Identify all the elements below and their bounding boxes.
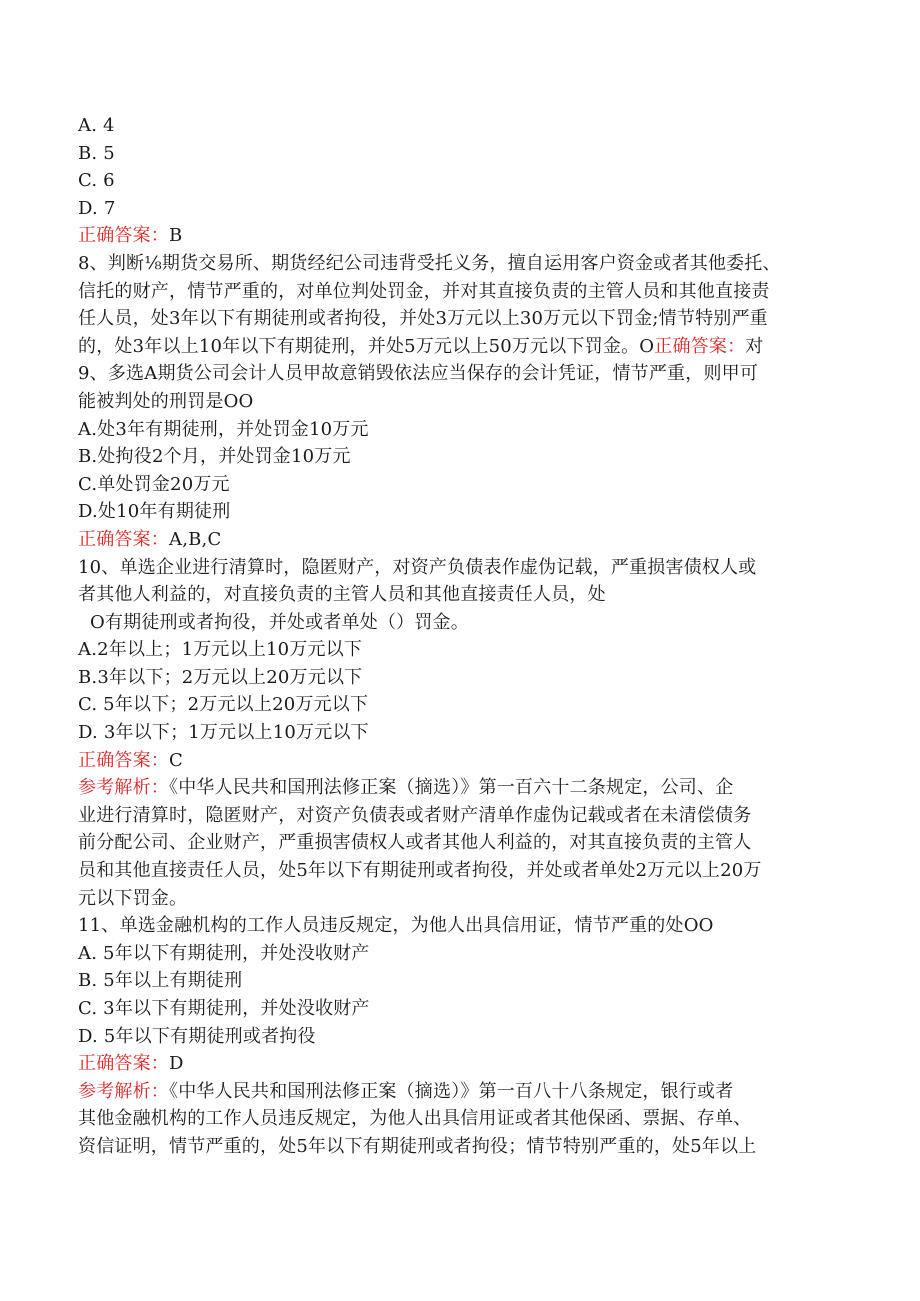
question-9-answer xyxy=(78,526,840,554)
question-10-line: 者其他人利益的，对直接负责的主管人员和其他直接责任人员，处 xyxy=(78,584,606,606)
question-10 xyxy=(78,554,840,913)
option-c: C.单处罚金20万元 xyxy=(78,473,230,495)
question-8-line-text: 的，处3年以上10年以下有期徒刑，并处5万元以上50万元以下罚金。O xyxy=(78,335,655,357)
question-7-options xyxy=(78,112,840,222)
answer-label: 正确答案： xyxy=(654,335,746,357)
analysis-label: 参考解析： xyxy=(78,1080,169,1102)
question-10-indent-line: O有期徒刑或者拘役，并处或者单处（）罚金。 xyxy=(90,611,469,633)
question-11 xyxy=(78,912,840,1160)
option-a: A.处3年有期徒刑，并处罚金10万元 xyxy=(78,418,369,440)
option-d: D. 3年以下；1万元以上10万元以下 xyxy=(78,722,369,744)
question-10-analysis-first xyxy=(78,774,840,802)
option-c: C. 6 xyxy=(78,170,115,192)
analysis-text: 《中华人民共和国刑法修正案（摘选）》第一百八十八条规定，银行或者 xyxy=(169,1080,734,1102)
question-11-answer xyxy=(78,1050,840,1078)
answer-label: 正确答案： xyxy=(78,1053,169,1075)
analysis-line: 员和其他直接责任人员，处5年以下有期徒刑或者拘役，并处或者单处2万元以上20万 xyxy=(78,860,762,882)
option-c: C. 3年以下有期徒刑，并处没收财产 xyxy=(78,998,370,1019)
answer-label: 正确答案： xyxy=(78,528,169,550)
question-9 xyxy=(78,360,840,553)
question-9-line: 能被判处的刑罚是OO xyxy=(78,390,254,412)
question-11-line: 11、单选金融机构的工作人员违反规定，为他人出具信用证，情节严重的处OO xyxy=(78,915,714,937)
option-b: B.3年以下；2万元以上20万元以下 xyxy=(78,666,363,688)
option-b: B. 5 xyxy=(78,142,115,164)
answer-value: D xyxy=(169,1053,184,1075)
option-a: A. 5年以下有期徒刑，并处没收财产 xyxy=(78,942,370,964)
answer-value: B xyxy=(169,225,183,247)
question-8-line: 信托的财产，情节严重的，对单位判处罚金，并对其直接负责的主管人员和其他直接责 xyxy=(78,280,770,302)
question-8-line: 任人员，处3年以下有期徒刑或者拘役，并处3万元以上30万元以下罚金;情节特别严重 xyxy=(78,308,768,330)
option-b: B. 5年以上有期徒刑 xyxy=(78,970,243,992)
analysis-label: 参考解析： xyxy=(78,777,169,799)
analysis-line: 其他金融机构的工作人员违反规定，为他人出具信用证或者其他保函、票据、存单、 xyxy=(78,1108,752,1130)
question-9-line: 9、多选A期货公司会计人员甲故意销毁依法应当保存的会计凭证，情节严重，则甲可 xyxy=(78,363,759,385)
answer-value: C xyxy=(169,749,183,771)
option-d: D. 7 xyxy=(78,197,116,219)
analysis-line: 前分配公司、企业财产，严重损害债权人或者其他人利益的，对其直接负责的主管人 xyxy=(78,832,752,854)
answer-label: 正确答案： xyxy=(78,749,169,771)
analysis-line: 业进行清算时，隐匿财产，对资产负债表或者财产清单作虚伪记载或者在未清偿债务 xyxy=(78,804,752,826)
analysis-line: 元以下罚金。 xyxy=(78,887,188,909)
question-11-analysis-first xyxy=(78,1078,840,1106)
option-a: A. 4 xyxy=(78,115,115,136)
analysis-text: 《中华人民共和国刑法修正案（摘选）》第一百六十二条规定，公司、企 xyxy=(169,777,734,799)
analysis-line: 资信证明，情节严重的，处5年以下有期徒刑或者拘役；情节特别严重的，处5年以上 xyxy=(78,1135,757,1157)
question-10-answer xyxy=(78,747,840,775)
option-a: A.2年以上；1万元以上10万元以下 xyxy=(78,639,363,661)
option-c: C. 5年以下；2万元以上20万元以下 xyxy=(78,694,369,716)
question-7-answer xyxy=(78,222,840,250)
answer-value: 对 xyxy=(745,335,764,357)
question-8 xyxy=(78,250,840,360)
option-d: D.处10年有期徒刑 xyxy=(78,501,231,523)
option-b: B.处拘役2个月，并处罚金10万元 xyxy=(78,446,351,468)
question-8-last-line xyxy=(78,333,840,361)
answer-value: A,B,C xyxy=(169,528,222,550)
answer-label: 正确答案： xyxy=(78,225,169,247)
question-10-line: 10、单选企业进行清算时，隐匿财产，对资产负债表作虚伪记载，严重损害债权人或 xyxy=(78,556,757,578)
option-d: D. 5年以下有期徒刑或者拘役 xyxy=(78,1025,316,1047)
question-8-line: 8、判断⅛期货交易所、期货经纪公司违背受托义务，擅自运用客户资金或者其他委托、 xyxy=(78,252,781,274)
